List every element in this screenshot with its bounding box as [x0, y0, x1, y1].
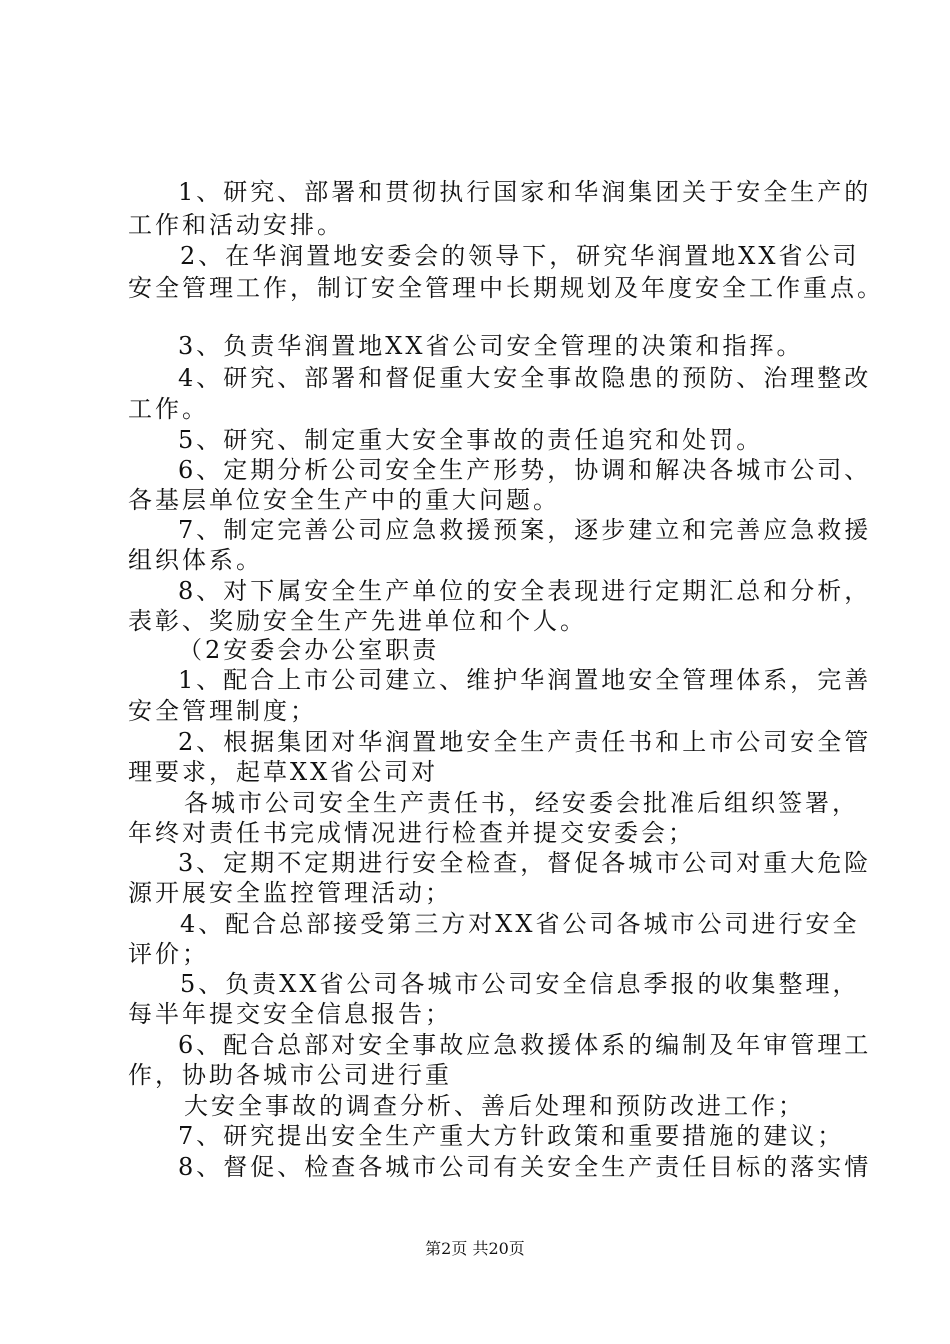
text-line-32: 8、督促、检查各城市公司有关安全生产责任目标的落实情 [178, 1153, 872, 1181]
text-line-25: 评价； [128, 940, 209, 968]
text-line-23: 源开展安全监控管理活动； [128, 879, 452, 907]
text-line-20: 各城市公司安全生产责任书，经安委会批准后组织签署， [184, 789, 859, 817]
text-line-10: 各基层单位安全生产中的重大问题。 [128, 486, 560, 514]
text-line-31: 7、研究提出安全生产重大方针政策和重要措施的建议； [178, 1122, 845, 1150]
text-line-6: 4、研究、部署和督促重大安全事故隐患的预防、治理整改 [178, 364, 872, 392]
text-line-24: 4、配合总部接受第三方对XX省公司各城市公司进行安全 [180, 910, 860, 938]
text-line-22: 3、定期不定期进行安全检查，督促各城市公司对重大危险 [178, 849, 872, 877]
text-line-14: 表彰、奖励安全生产先进单位和个人。 [128, 607, 587, 635]
text-line-17: 安全管理制度； [128, 697, 317, 725]
text-line-7: 工作。 [128, 395, 209, 423]
text-line-26: 5、负责XX省公司各城市公司安全信息季报的收集整理， [180, 970, 860, 998]
text-line-28: 6、配合总部对安全事故应急救援体系的编制及年审管理工 [178, 1031, 872, 1059]
text-line-21: 年终对责任书完成情况进行检查并提交安委会； [128, 819, 695, 847]
text-line-5: 3、负责华润置地XX省公司安全管理的决策和指挥。 [178, 332, 804, 360]
text-line-18: 2、根据集团对华润置地安全生产责任书和上市公司安全管 [178, 728, 872, 756]
text-line-8: 5、研究、制定重大安全事故的责任追究和处罚。 [178, 426, 764, 454]
text-line-4: 安全管理工作，制订安全管理中长期规划及年度安全工作重点。 [128, 274, 884, 302]
text-line-29: 作，协助各城市公司进行重 [128, 1061, 452, 1089]
text-line-19: 理要求，起草XX省公司对 [128, 758, 439, 786]
text-line-3: 2、在华润置地安委会的领导下，研究华润置地XX省公司 [180, 242, 860, 270]
text-line-1: 1、研究、部署和贯彻执行国家和华润集团关于安全生产的 [178, 178, 872, 206]
text-line-2: 工作和活动安排。 [128, 211, 344, 239]
text-line-9: 6、定期分析公司安全生产形势，协调和解决各城市公司、 [178, 456, 872, 484]
text-line-16: 1、配合上市公司建立、维护华润置地安全管理体系，完善 [178, 666, 872, 694]
page-footer: 第2页 共20页 [425, 1239, 525, 1258]
text-line-30: 大安全事故的调查分析、善后处理和预防改进工作； [184, 1092, 805, 1120]
text-line-27: 每半年提交安全信息报告； [128, 1000, 452, 1028]
text-line-13: 8、对下属安全生产单位的安全表现进行定期汇总和分析， [178, 577, 872, 605]
text-line-15: （2安委会办公室职责 [178, 636, 440, 664]
text-line-12: 组织体系。 [128, 546, 263, 574]
text-line-11: 7、制定完善公司应急救援预案，逐步建立和完善应急救援 [178, 516, 872, 544]
